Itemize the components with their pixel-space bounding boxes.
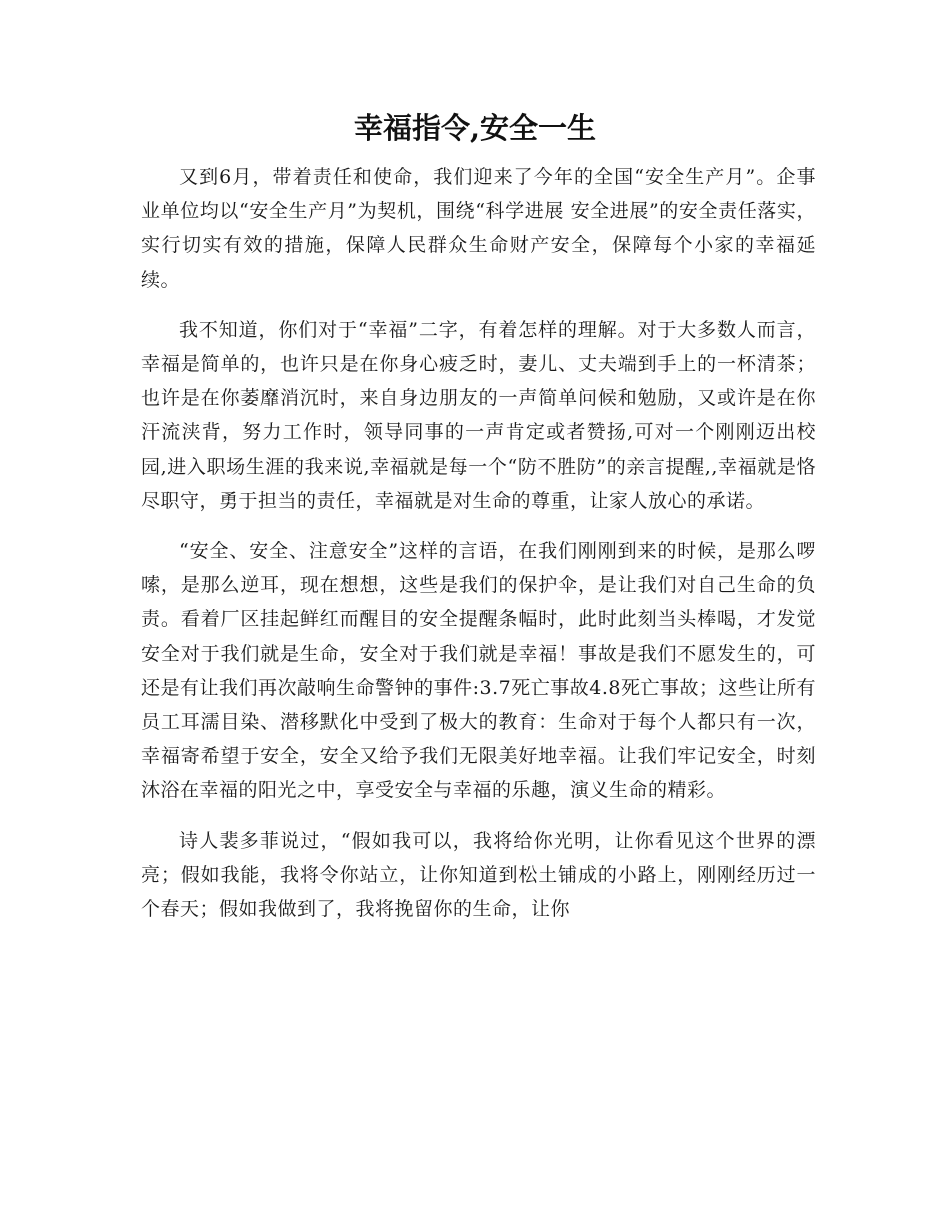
paragraph-4: 诗人裴多菲说过，“假如我可以，我将给你光明，让你看见这个世界的漂亮；假如我能，我将令你站立，让你知道到松土铺成的小路上，刚刚经历过一个春天；假如我做到了，我将挽留你的生命，让你 (141, 829, 816, 921)
paragraph-2: 我不知道，你们对于“幸福”二字，有着怎样的理解。对于大多数人而言，幸福是简单的，也许只是在你身心疲乏时，妻儿、丈夫端到手上的一杯清茶；也许是在你萎靡消沉时，来自身边朋友的一声简单问候和勉励，又或许是在你汗流浃背，努力工作时，领导同事的一声肯定或者赞扬,可对一个刚刚迈出校园,进入职场生涯的我来说,幸福就是每一个“防不胜防”的亲言提醒,,幸福就是恪尽职守，勇于担当的责任，幸福就是对生命的尊重，让家人放心的承诺。 (141, 318, 816, 512)
paragraph-1: 又到6月，带着责任和使命，我们迎来了今年的全国“安全生产月”。企事业单位均以“安全生产月”为契机，围绕“科学进展 安全进展”的安全责任落实，实行切实有效的措施，保障人民群众生命财产安全，保障每个小家的幸福延续。 (141, 166, 816, 291)
document-title: 幸福指令,安全一生 (353, 111, 597, 145)
document-body (141, 160, 816, 942)
paragraph-3: “安全、安全、注意安全”这样的言语，在我们刚刚到来的时候，是那么啰嗦，是那么逆耳，现在想想，这些是我们的保护伞，是让我们对自己生命的负责。看着厂区挂起鲜红而醒目的安全提醒条幅时，此时此刻当头棒喝，才发觉安全对于我们就是生命，安全对于我们就是幸福！事故是我们不愿发生的，可还是有让我们再次敲响生命警钟的事件:3.7死亡事故4.8死亡事故；这些让所有员工耳濡目染、潜移默化中受到了极大的教育：生命对于每个人都只有一次，幸福寄希望于安全，安全又给予我们无限美好地幸福。让我们牢记安全，时刻沐浴在幸福的阳光之中，享受安全与幸福的乐趣，演义生命的精彩。 (141, 540, 816, 802)
